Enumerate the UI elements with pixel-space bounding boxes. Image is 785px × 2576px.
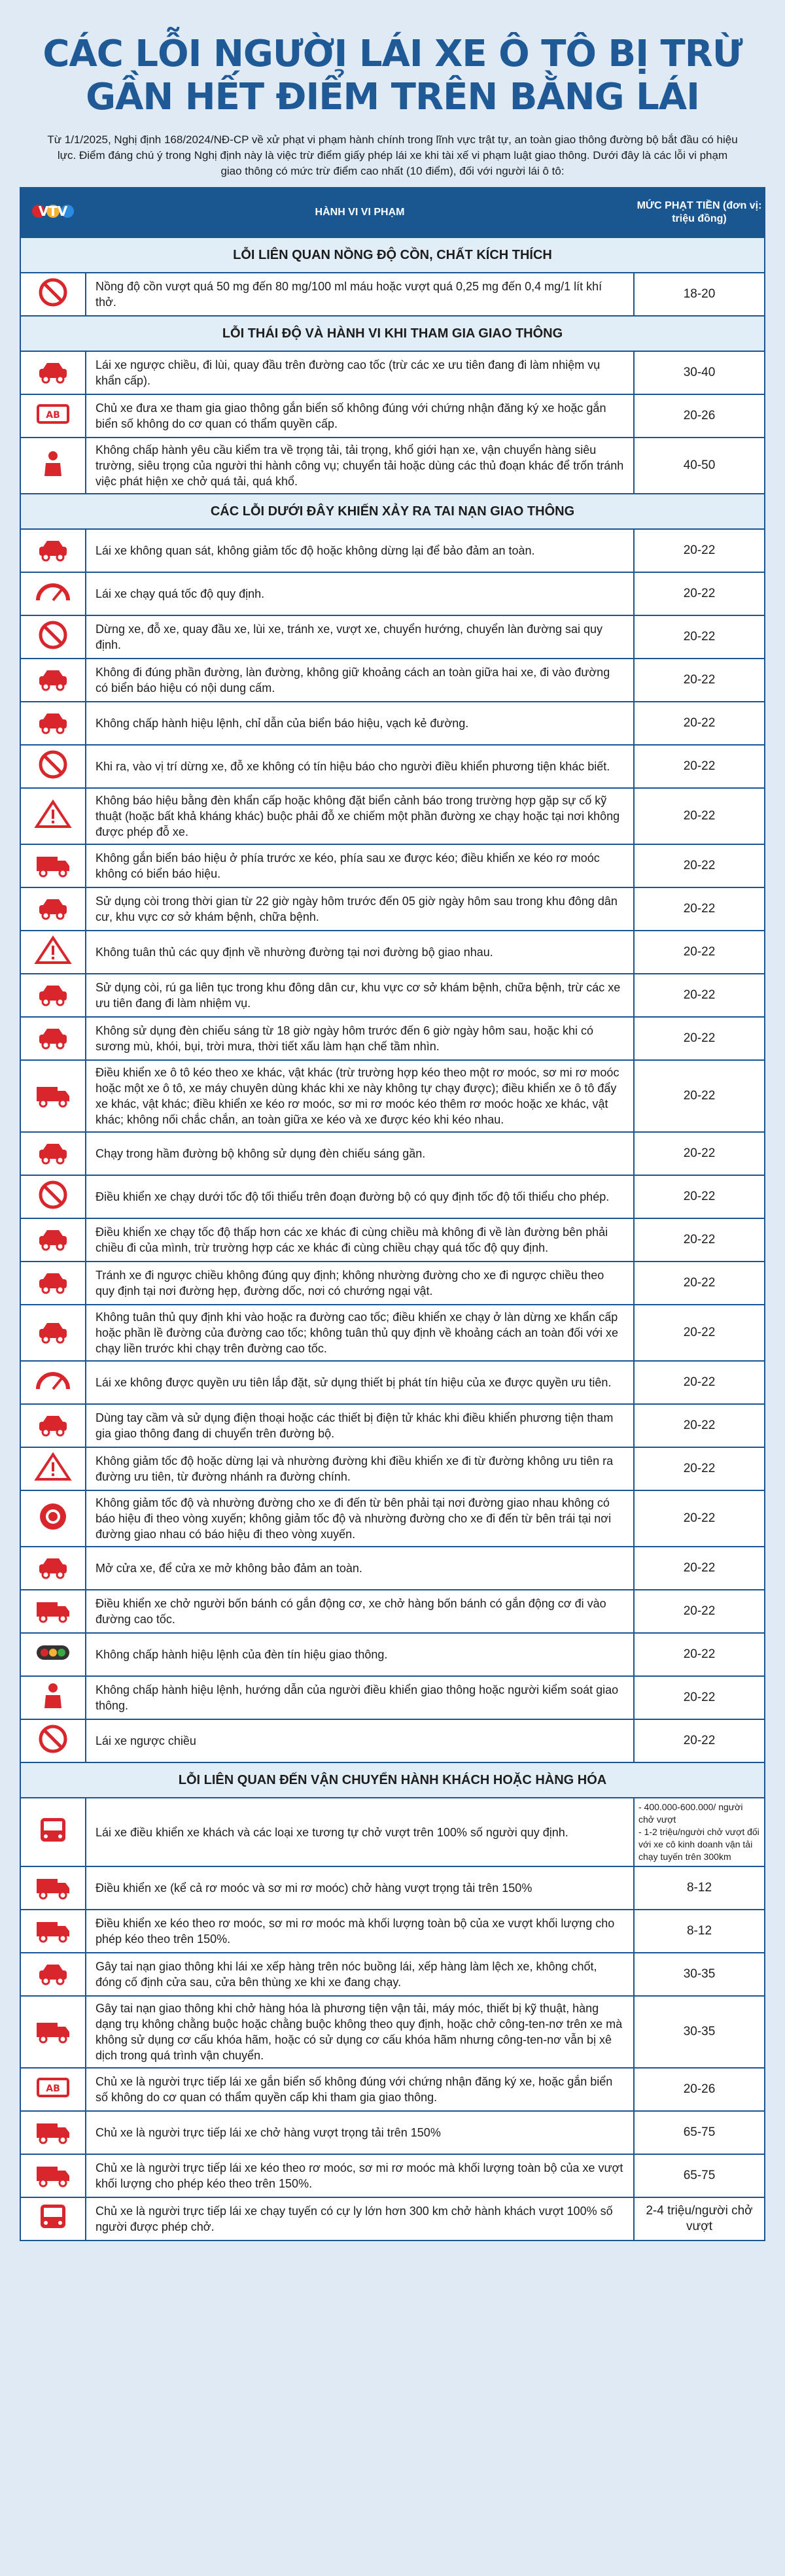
violation-text: Không gắn biển báo hiệu ở phía trước xe kéo, phía sau xe được kéo; điều khiển xe kéo rơ moóc không có biển báo hiệu. (86, 844, 634, 887)
fine-value: 20-26 (634, 2068, 765, 2111)
table-row (20, 2068, 765, 2111)
icon-cell (20, 1676, 86, 1719)
violation-text: Không giảm tốc độ hoặc dừng lại và nhường đường khi điều khiển xe đi từ đường không ưu tiên ra đường ưu tiên, từ đường nhánh ra đường chính. (86, 1447, 634, 1490)
violation-text: Lái xe điều khiển xe khách và các loại xe tương tự chở vượt trên 100% số người quy định. (86, 1798, 634, 1866)
parking-sign-icon (33, 749, 73, 780)
violation-text: Sử dụng còi, rú ga liên tục trong khu đông dân cư, khu vực cơ sở khám bệnh, chữa bệnh, trừ các xe ưu tiên đang đi làm nhiệm vụ. (86, 974, 634, 1017)
fine-value: 20-22 (634, 1218, 765, 1262)
violation-text: Sử dụng còi trong thời gian từ 22 giờ ngày hôm trước đến 05 giờ ngày hôm sau trong khu đông dân cư, khu vực cơ sở khám bệnh, chữa bệnh. (86, 887, 634, 931)
crash-icon (33, 534, 73, 564)
tow-trailer-icon (33, 1914, 73, 1944)
violation-text: Chủ xe là người trực tiếp lái xe gắn biển số không đúng với chứng nhận đăng ký xe, hoặc gắn biển số không do cơ quan có thẩm quyền cấp khi tham gia giao thông. (86, 2068, 634, 2111)
icon-cell (20, 1060, 86, 1132)
honking-icon (33, 978, 73, 1008)
icon-cell (20, 844, 86, 887)
license-plate-icon (33, 399, 73, 429)
fine-value: 20-22 (634, 844, 765, 887)
headlight-car-icon (33, 1022, 73, 1052)
icon-cell (20, 1404, 86, 1447)
coach-bus-icon (33, 2202, 73, 2232)
icon-cell (20, 1490, 86, 1547)
violation-text: Không giảm tốc độ và nhường đường cho xe đi đến từ bên phải tại nơi đường giao nhau không có báo hiệu đi theo vòng xuyến; không giảm tốc độ và nhường đường cho xe đi đến từ bên trái tại nơi đường giao nhau có báo hiệu đi theo vòng xuyến. (86, 1490, 634, 1547)
icon-cell (20, 529, 86, 572)
icon-cell (20, 1262, 86, 1305)
logo-cell (20, 188, 86, 237)
violation-text: Tránh xe đi ngược chiều không đúng quy định; không nhường đường cho xe đi ngược chiều theo quy định tại nơi đường hẹp, đường dốc, nơi có chướng ngại vật. (86, 1262, 634, 1305)
plate-owner-icon (33, 2072, 73, 2103)
icon-cell (20, 2154, 86, 2197)
fine-value: 20-22 (634, 1676, 765, 1719)
fine-value: 20-22 (634, 659, 765, 702)
violation-text: Nồng độ cồn vượt quá 50 mg đến 80 mg/100 ml máu hoặc vượt quá 0,25 mg đến 0,4 mg/1 lít khí thở. (86, 273, 634, 316)
priority-road-icon (33, 935, 73, 965)
table-row (20, 844, 765, 887)
violation-text: Không chấp hành yêu cầu kiểm tra về trọng tải, tải trọng, khổ giới hạn xe, vận chuyển hàng siêu trường, siêu trọng của người thi hành công vụ; chuyển tải hoặc dùng các thủ đoạn khác để trốn tránh việc phát hiện xe chở quá tải, quá khổ. (86, 438, 634, 494)
violation-text: Không chấp hành hiệu lệnh, chỉ dẫn của biển báo hiệu, vạch kẻ đường. (86, 702, 634, 745)
icon-cell (20, 659, 86, 702)
violation-text: Điều khiển xe (kể cả rơ moóc và sơ mi rơ moóc) chở hàng vượt trọng tải trên 150% (86, 1866, 634, 1910)
violation-text: Chủ xe đưa xe tham gia giao thông gắn biển số không đúng với chứng nhận đăng ký xe hoặc gắn biển số không do cơ quan có thẩm quyền cấp. (86, 394, 634, 438)
table-row (20, 702, 765, 745)
violation-text: Điều khiển xe ô tô kéo theo xe khác, vật khác (trừ trường hợp kéo theo một rơ moóc, sơ mi rơ moóc hoặc một xe ô tô, xe máy chuyên dùng khác khi xe này không tự chạy được); điều khiển xe ô tô đẩy xe khác, vật khác; điều khiển xe kéo rơ moóc, sơ mi rơ moóc kéo thêm rơ moóc hoặc xe khác, vật khác; không nối chắc chắn, an toàn giữa xe kéo và xe được kéo khi kéo nhau. (86, 1060, 634, 1132)
violation-text: Chủ xe là người trực tiếp lái xe chở hàng vượt trọng tải trên 150% (86, 2111, 634, 2154)
icon-cell (20, 1953, 86, 1996)
violation-text: Không đi đúng phần đường, làn đường, không giữ khoảng cách an toàn giữa hai xe, đi vào đường có biển báo hiệu có nội dung cấm. (86, 659, 634, 702)
icon-cell (20, 1590, 86, 1633)
trailer-truck-icon (33, 1079, 73, 1109)
violation-text: Dừng xe, đỗ xe, quay đầu xe, lùi xe, tránh xe, vượt xe, chuyển hướng, chuyển làn đường sai quy định. (86, 615, 634, 659)
fine-value: 20-22 (634, 1017, 765, 1060)
violations-table (20, 187, 765, 2241)
fine-value: 20-22 (634, 745, 765, 788)
table-row (20, 1305, 765, 1361)
section-header (20, 1762, 765, 1798)
table-row (20, 1447, 765, 1490)
siren-icon (33, 1365, 73, 1396)
fine-value: - 400.000-600.000/ người chở vượt - 1-2 triệu/người chở vượt đối với xe cô kinh doanh vận tải chạy tuyến trên 300km (634, 1798, 765, 1866)
warning-triangle-icon (33, 799, 73, 829)
fine-value: 20-22 (634, 1404, 765, 1447)
table-row (20, 529, 765, 572)
police-officer-icon (33, 449, 73, 479)
intro-paragraph: Từ 1/1/2025, Nghị định 168/2024/NĐ-CP về xử phạt vi phạm hành chính trong lĩnh vực trật tự, an toàn giao thông đường bộ bắt đầu có hiệu lực. Điểm đáng chú ý trong Nghị định này là việc trừ điểm giấy phép lái xe khi tài xế vi phạm luật giao thông. Dưới đây là các lỗi vi phạm giao thông có mức trừ điểm cao nhất (10 điểm), đối với người lái ô tô: (47, 133, 738, 177)
fine-value: 20-22 (634, 572, 765, 615)
table-row (20, 1404, 765, 1447)
violation-text: Không chấp hành hiệu lệnh, hướng dẫn của người điều khiển giao thông hoặc người kiểm soát giao thông. (86, 1676, 634, 1719)
icon-cell (20, 351, 86, 394)
table-row (20, 273, 765, 316)
table-header-row (20, 188, 765, 237)
violation-text: Gây tai nạn giao thông khi chở hàng hóa là phương tiện vận tải, máy móc, thiết bị kỹ thuật, hàng dạng trụ không chằng buộc hoặc chằng buộc không theo quy định, hoặc chở công-ten-nơ trên xe mà không sử dụng cơ cấu khóa hãm, hoặc có sử dụng cơ cấu khóa hãm nhưng công-ten-nơ vẫn bị xê dịch trong quá trình vận chuyển. (86, 1996, 634, 2068)
violation-text: Chạy trong hầm đường bộ không sử dụng đèn chiếu sáng gần. (86, 1132, 634, 1175)
icon-cell (20, 438, 86, 494)
icon-cell (20, 1175, 86, 1218)
fine-value: 20-22 (634, 931, 765, 974)
violation-text: Khi ra, vào vị trí dừng xe, đỗ xe không có tín hiệu báo cho người điều khiển phương tiện khác biết. (86, 745, 634, 788)
icon-cell (20, 572, 86, 615)
table-row (20, 1547, 765, 1590)
table-row (20, 1060, 765, 1132)
table-row (20, 1910, 765, 1953)
fine-value: 8-12 (634, 1866, 765, 1910)
violation-text: Không báo hiệu bằng đèn khẩn cấp hoặc không đặt biển cảnh báo trong trường hợp gặp sự cố kỹ thuật (hoặc bất khả kháng khác) buộc phải đỗ xe chiếm một phần đường xe chạy hoặc tại nơi không được phép đỗ xe. (86, 788, 634, 844)
icon-cell (20, 1866, 86, 1910)
fine-value: 20-22 (634, 974, 765, 1017)
table-body (20, 237, 765, 2241)
violation-text: Không tuân thủ quy định khi vào hoặc ra đường cao tốc; điều khiển xe chạy ở làn dừng xe khẩn cấp hoặc phần lề đường của đường cao tốc; không tuân thủ quy định về khoảng cách an toàn đối với xe chạy liền trước khi chạy trên đường cao tốc. (86, 1305, 634, 1361)
speedometer-icon (33, 577, 73, 607)
violation-text: Điều khiển xe chạy tốc độ thấp hơn các xe khác đi cùng chiều mà không đi về làn đường bên phải chiều đi của mình, trừ trường hợp các xe khác đi cùng chiều chạy quá tốc độ quy định. (86, 1218, 634, 1262)
table-row (20, 2197, 765, 2241)
table-row (20, 1719, 765, 1762)
oncoming-cars-icon (33, 1266, 73, 1296)
svg-text:AB: AB (46, 2084, 60, 2094)
fine-value: 20-22 (634, 615, 765, 659)
icon-cell (20, 394, 86, 438)
fine-value: 8-12 (634, 1910, 765, 1953)
icon-cell (20, 1719, 86, 1762)
fine-value: 20-22 (634, 1590, 765, 1633)
violation-text: Lái xe ngược chiều (86, 1719, 634, 1762)
table-row (20, 1953, 765, 1996)
violation-text: Lái xe không quan sát, không giảm tốc độ hoặc không dừng lại để bảo đảm an toàn. (86, 529, 634, 572)
violation-text: Lái xe không được quyền ưu tiên lắp đặt, sử dụng thiết bị phát tín hiệu của xe được quyền ưu tiên. (86, 1361, 634, 1404)
cargo-accident-icon (33, 1957, 73, 1987)
fine-value: 20-22 (634, 529, 765, 572)
icon-cell (20, 974, 86, 1017)
fine-value: 20-22 (634, 1719, 765, 1762)
violation-text: Điều khiển xe kéo theo rơ moóc, sơ mi rơ moóc mà khối lượng toàn bộ của xe vượt khối lượng cho phép kéo theo trên 150%. (86, 1910, 634, 1953)
table-row (20, 1175, 765, 1218)
violation-text: Gây tai nạn giao thông khi lái xe xếp hàng trên nóc buồng lái, xếp hàng làm lệch xe, không chốt, đóng cố định cửa sau, cửa bên thùng xe khi xe đang chạy. (86, 1953, 634, 1996)
section-title: LỖI THÁI ĐỘ VÀ HÀNH VI KHI THAM GIA GIAO THÔNG (20, 316, 765, 351)
icon-cell (20, 1633, 86, 1676)
violation-text: Dùng tay cầm và sử dụng điện thoại hoặc các thiết bị điện tử khác khi điều khiển phương tiện tham gia giao thông đang di chuyển trên đường bộ. (86, 1404, 634, 1447)
table-row (20, 1262, 765, 1305)
section-title: LỖI LIÊN QUAN ĐẾN VẬN CHUYỂN HÀNH KHÁCH HOẶC HÀNG HÓA (20, 1762, 765, 1798)
fine-value: 20-22 (634, 1305, 765, 1361)
icon-cell (20, 1017, 86, 1060)
fine-value: 18-20 (634, 273, 765, 316)
fine-value: 20-22 (634, 1633, 765, 1676)
horn-car-icon (33, 892, 73, 922)
bus-icon (33, 1815, 73, 1846)
table-row (20, 1633, 765, 1676)
vtv-logo (27, 198, 79, 224)
fine-value: 20-22 (634, 1361, 765, 1404)
fine-value: 20-22 (634, 702, 765, 745)
icon-cell (20, 1547, 86, 1590)
fine-value: 20-22 (634, 1447, 765, 1490)
fine-value: 40-50 (634, 438, 765, 494)
table-row (20, 615, 765, 659)
table-row (20, 1132, 765, 1175)
phone-driving-icon (33, 1409, 73, 1439)
icon-cell (20, 1305, 86, 1361)
table-row (20, 1361, 765, 1404)
semi-trailer-icon (33, 2159, 73, 2189)
icon-cell (20, 2111, 86, 2154)
traffic-light-icon (33, 1638, 73, 1668)
violation-text: Mở cửa xe, để cửa xe mở không bảo đảm an toàn. (86, 1547, 634, 1590)
page-title (20, 33, 765, 119)
fine-value: 2-4 triệu/người chở vượt (634, 2197, 765, 2241)
min-speed-icon (33, 1180, 73, 1210)
fine-value: 20-22 (634, 788, 765, 844)
icon-cell (20, 1218, 86, 1262)
highway-merge-icon (33, 1316, 73, 1346)
fine-value: 65-75 (634, 2111, 765, 2154)
fine-value: 20-22 (634, 1490, 765, 1547)
table-row (20, 1017, 765, 1060)
violation-text: Không tuân thủ các quy định về nhường đường tại nơi đường bộ giao nhau. (86, 931, 634, 974)
fine-value: 20-22 (634, 1262, 765, 1305)
fine-value: 30-35 (634, 1953, 765, 1996)
no-stopping-icon (33, 620, 73, 650)
icon-cell (20, 788, 86, 844)
table-row (20, 438, 765, 494)
table-row (20, 351, 765, 394)
give-way-icon (33, 1452, 73, 1482)
header-fine: MỨC PHẠT TIỀN (đơn vị: triệu đồng) (634, 188, 765, 237)
no-alcohol-icon (33, 277, 73, 307)
table-row (20, 1676, 765, 1719)
table-row (20, 2154, 765, 2197)
icon-cell (20, 615, 86, 659)
car-front-icon (33, 1223, 73, 1253)
logo-text: VTV (38, 203, 68, 219)
violation-text: Chủ xe là người trực tiếp lái xe chạy tuyến có cự ly lớn hơn 300 km chở hành khách vượt 100% số người được phép chở. (86, 2197, 634, 2241)
low-beam-icon (33, 1137, 73, 1167)
icon-cell (20, 2197, 86, 2241)
violation-text: Không chấp hành hiệu lệnh của đèn tín hiệu giao thông. (86, 1633, 634, 1676)
lane-car-icon (33, 663, 73, 693)
icon-cell (20, 931, 86, 974)
icon-cell (20, 2068, 86, 2111)
open-door-icon (33, 1551, 73, 1581)
overload-truck-icon (33, 1871, 73, 1901)
violation-text: Điều khiển xe chở người bốn bánh có gắn động cơ, xe chở hàng bốn bánh có gắn động cơ đi vào đường cao tốc. (86, 1590, 634, 1633)
icon-cell (20, 273, 86, 316)
table-row (20, 931, 765, 974)
icon-cell (20, 1447, 86, 1490)
tractor-icon (33, 1594, 73, 1624)
table-row (20, 572, 765, 615)
violation-text: Không sử dụng đèn chiếu sáng từ 18 giờ ngày hôm trước đến 6 giờ ngày hôm sau, hoặc khi có sương mù, khói, bụi, trời mưa, thời tiết xấu làm hạn chế tầm nhìn. (86, 1017, 634, 1060)
icon-cell (20, 1798, 86, 1866)
table-row (20, 659, 765, 702)
traffic-police-icon (33, 1681, 73, 1711)
fine-value: 20-22 (634, 1547, 765, 1590)
table-row (20, 974, 765, 1017)
fine-value: 20-22 (634, 1060, 765, 1132)
header-violation: HÀNH VI VI PHẠM (86, 188, 634, 237)
section-header (20, 237, 765, 273)
table-row (20, 788, 765, 844)
icon-cell (20, 702, 86, 745)
violation-text: Lái xe chạy quá tốc độ quy định. (86, 572, 634, 615)
fine-value: 20-22 (634, 1175, 765, 1218)
table-row (20, 1218, 765, 1262)
section-title: LỖI LIÊN QUAN NỒNG ĐỘ CỒN, CHẤT KÍCH THÍCH (20, 237, 765, 273)
fine-value: 30-40 (634, 351, 765, 394)
fine-value: 30-35 (634, 1996, 765, 2068)
violation-text: Điều khiển xe chạy dưới tốc độ tối thiểu trên đoạn đường bộ có quy định tốc độ tối thiểu cho phép. (86, 1175, 634, 1218)
tow-truck-icon (33, 849, 73, 879)
section-title: CÁC LỖI DƯỚI ĐÂY KHIẾN XẢY RA TAI NẠN GIAO THÔNG (20, 494, 765, 529)
fine-value: 20-26 (634, 394, 765, 438)
table-row (20, 1490, 765, 1547)
title-line-1: CÁC LỖI NGƯỜI LÁI XE Ô TÔ BỊ TRỪ (43, 33, 742, 75)
table-row (20, 2111, 765, 2154)
fine-value: 20-22 (634, 887, 765, 931)
svg-text:AB: AB (46, 410, 60, 421)
section-header (20, 494, 765, 529)
fine-value: 65-75 (634, 2154, 765, 2197)
icon-cell (20, 1361, 86, 1404)
table-row (20, 1798, 765, 1866)
icon-cell (20, 1996, 86, 2068)
title-line-2: GẦN HẾT ĐIỂM TRÊN BẰNG LÁI (86, 76, 699, 118)
icon-cell (20, 887, 86, 931)
sign-ignore-icon (33, 706, 73, 736)
fine-value: 20-22 (634, 1132, 765, 1175)
icon-cell (20, 1910, 86, 1953)
icon-cell (20, 745, 86, 788)
roundabout-icon (33, 1502, 73, 1532)
no-entry-icon (33, 1724, 73, 1754)
violation-text: Lái xe ngược chiều, đi lùi, quay đầu trên đường cao tốc (trừ các xe ưu tiên đang đi làm nhiệm vụ khẩn cấp). (86, 351, 634, 394)
table-row (20, 745, 765, 788)
reverse-car-icon (33, 356, 73, 386)
table-row (20, 1590, 765, 1633)
table-row (20, 887, 765, 931)
section-header (20, 316, 765, 351)
table-row (20, 1866, 765, 1910)
table-row (20, 1996, 765, 2068)
icon-cell (20, 1132, 86, 1175)
violation-text: Chủ xe là người trực tiếp lái xe kéo theo rơ moóc, sơ mi rơ moóc mà khối lượng toàn bộ của xe vượt khối lượng cho phép kéo theo trên 150%. (86, 2154, 634, 2197)
heavy-truck-icon (33, 2116, 73, 2146)
table-row (20, 394, 765, 438)
dump-truck-icon (33, 2015, 73, 2045)
